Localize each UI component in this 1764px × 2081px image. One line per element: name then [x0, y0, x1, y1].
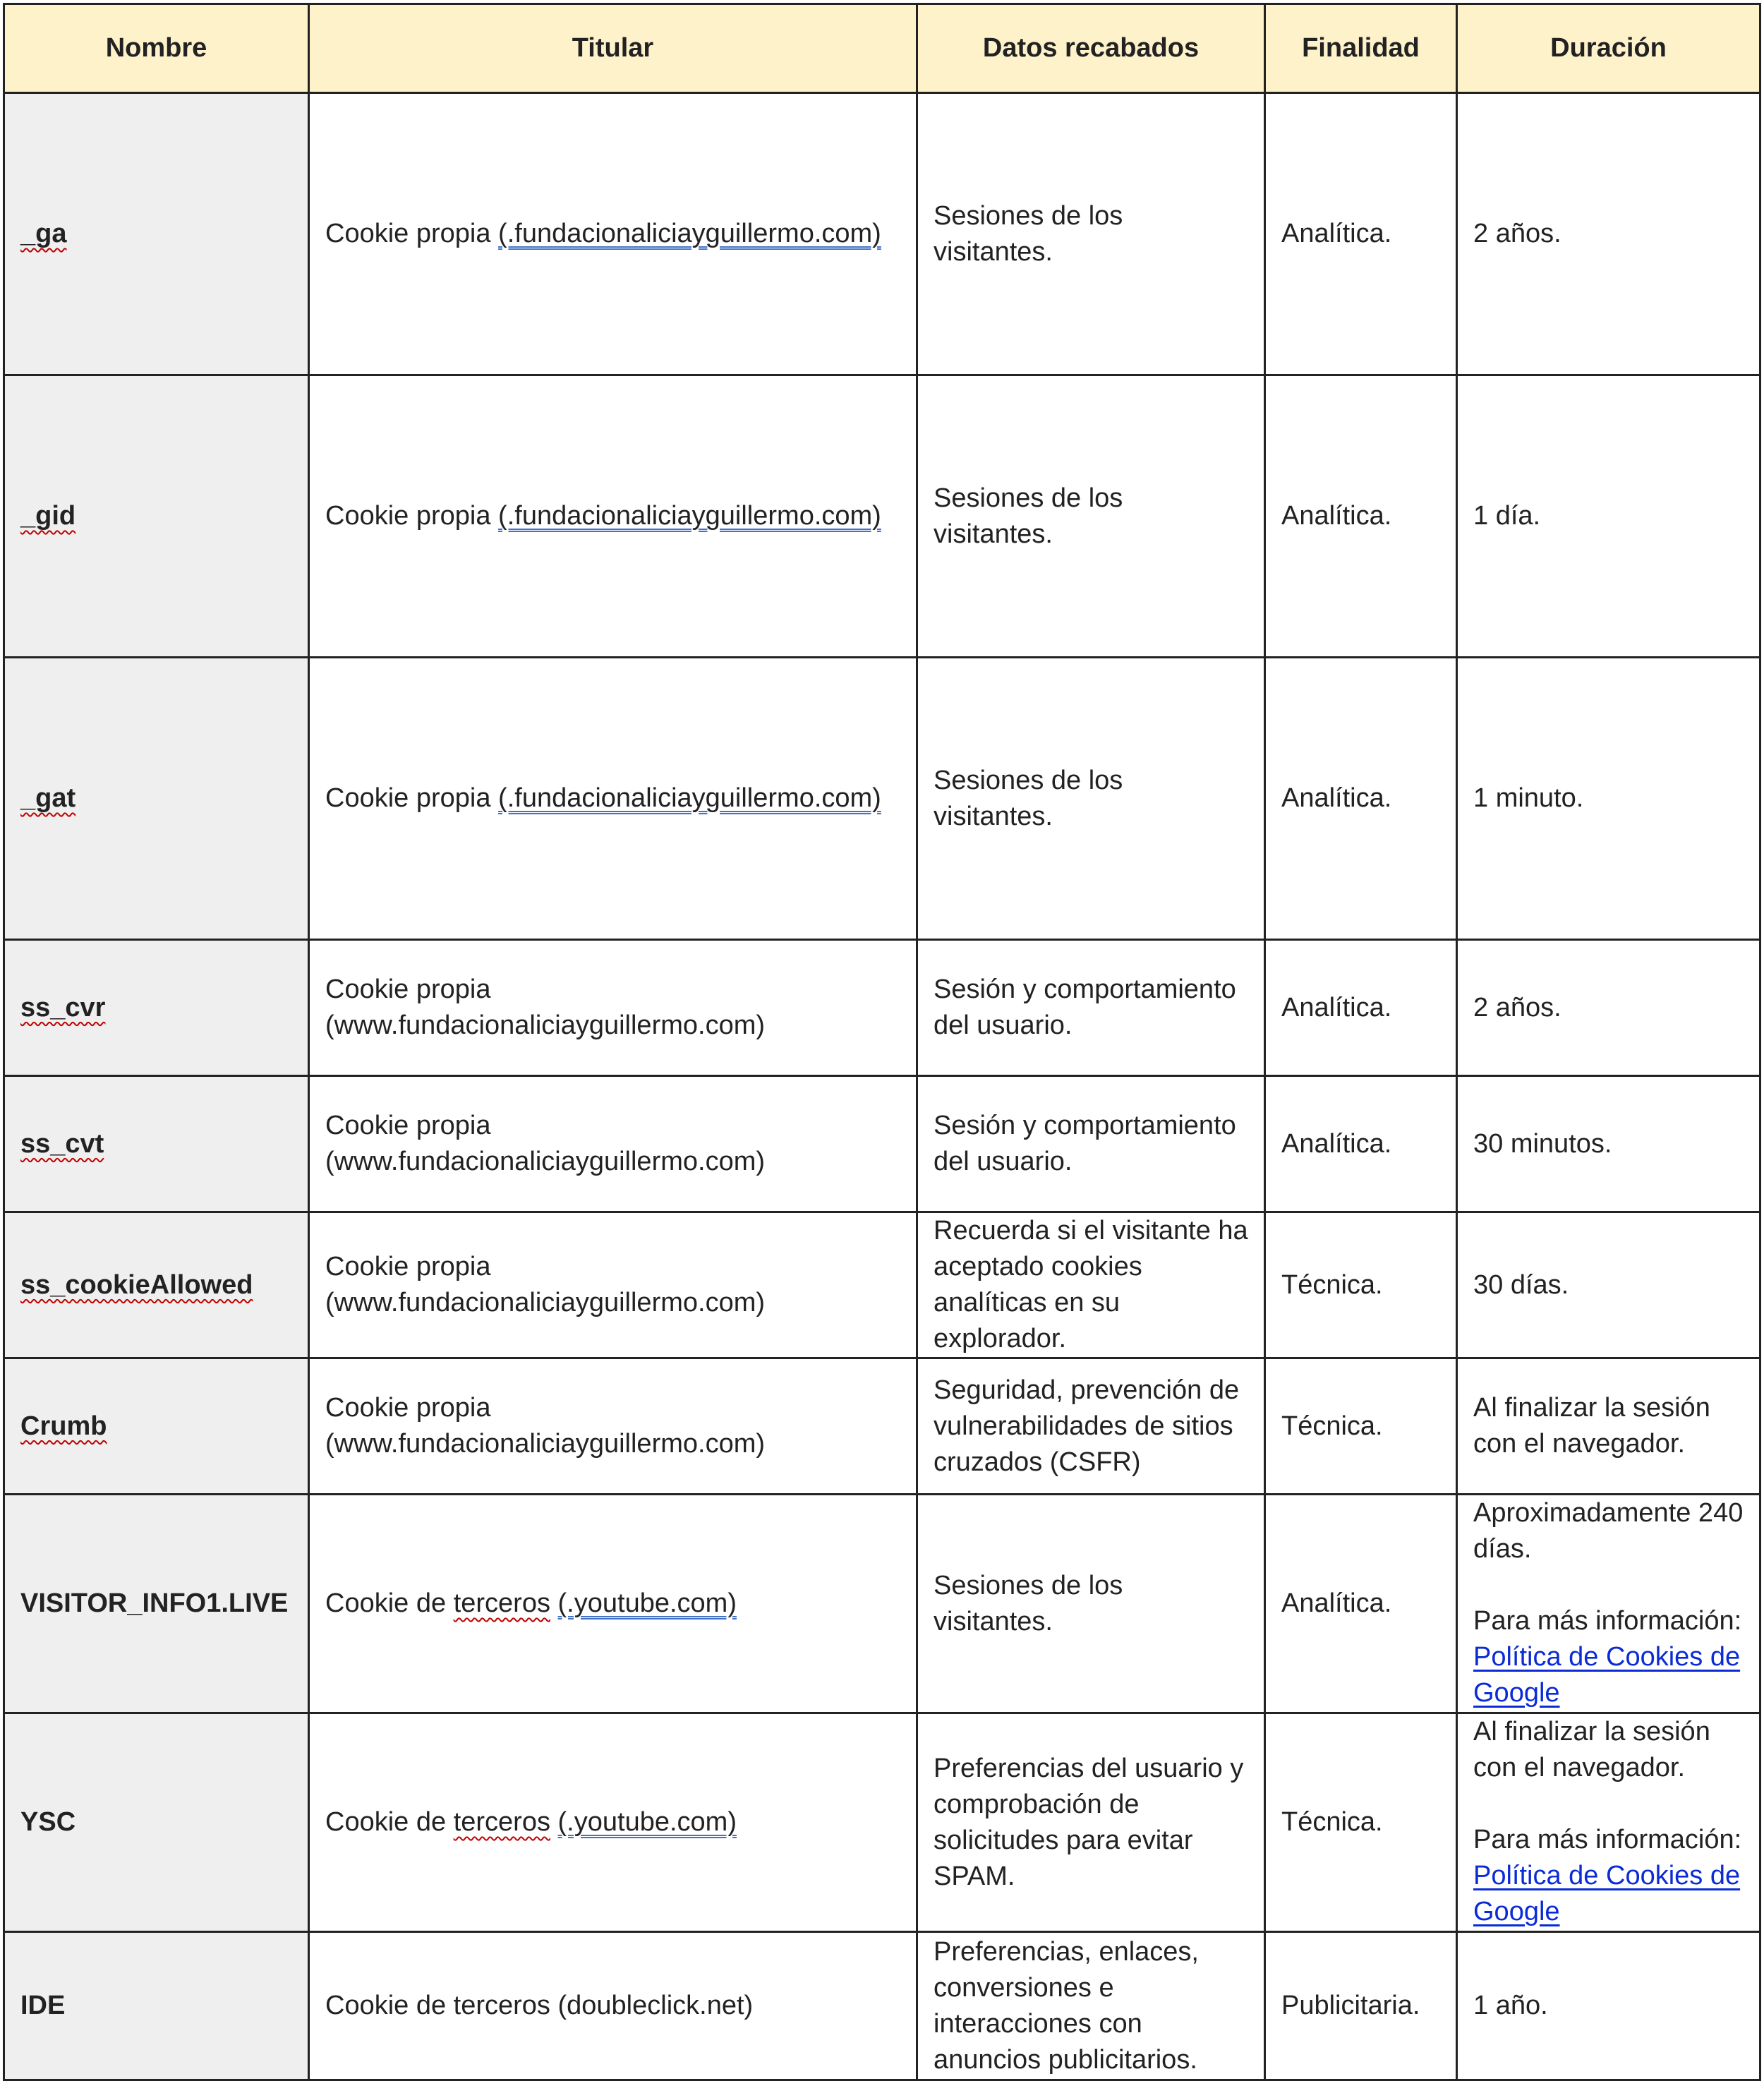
duration-cell: 2 años. [1457, 940, 1760, 1076]
data-cell: Preferencias, enlaces, conversiones e interacciones con anuncios publicitarios. [917, 1932, 1265, 2080]
table-header-row [4, 4, 1760, 93]
duration-cell: 30 minutos. [1457, 1076, 1760, 1212]
table-row [4, 375, 1760, 658]
table-row [4, 658, 1760, 940]
duration-text: Al finalizar la sesión con el navegador. [1473, 1717, 1710, 1783]
owner-text: Cookie propia [325, 1111, 491, 1140]
owner-third-party-text: terceros [453, 1807, 550, 1837]
owner-text: Cookie propia [325, 1393, 491, 1423]
owner-cell [309, 940, 917, 1076]
cookies-table [3, 3, 1761, 2081]
cookie-name: ss_cvr [20, 992, 106, 1023]
purpose-cell: Analítica. [1265, 375, 1457, 658]
purpose-cell: Técnica. [1265, 1713, 1457, 1932]
owner-domain: (www.fundacionaliciayguillermo.com) [325, 1429, 766, 1459]
table-row [4, 1076, 1760, 1212]
owner-domain-link[interactable]: (.youtube.com) [557, 1807, 737, 1837]
owner-cell [309, 1495, 917, 1713]
data-cell: Recuerda si el visitante ha aceptado cookies analíticas en su explorador. [917, 1212, 1265, 1358]
cookie-name-cell [4, 658, 309, 940]
owner-text: Cookie propia [325, 219, 491, 248]
owner-text: Cookie propia [325, 1252, 491, 1281]
data-cell: Sesiones de los visitantes. [917, 658, 1265, 940]
owner-domain-link[interactable]: (.fundacionaliciayguillermo.com) [498, 219, 881, 248]
purpose-cell: Técnica. [1265, 1358, 1457, 1495]
owner-text: Cookie propia [325, 975, 491, 1004]
cookie-name-cell: YSC [4, 1713, 309, 1932]
owner-text: Cookie de [325, 1807, 447, 1837]
owner-domain-link[interactable]: (.fundacionaliciayguillermo.com) [498, 783, 881, 813]
table-row [4, 940, 1760, 1076]
owner-third-party-text: terceros [453, 1588, 550, 1618]
cookie-name: _gid [20, 501, 76, 531]
owner-cell [309, 1076, 917, 1212]
more-info-label: Para más información: [1473, 1606, 1742, 1636]
duration-cell: 1 año. [1457, 1932, 1760, 2080]
table-row [4, 93, 1760, 375]
owner-cell [309, 93, 917, 375]
owner-domain: (www.fundacionaliciayguillermo.com) [325, 1011, 766, 1040]
cookie-name: Crumb [20, 1411, 107, 1441]
owner-domain: (www.fundacionaliciayguillermo.com) [325, 1147, 766, 1176]
owner-text: Cookie propia [325, 501, 491, 531]
owner-cell [309, 658, 917, 940]
purpose-cell: Analítica. [1265, 93, 1457, 375]
header-duracion: Duración [1457, 4, 1760, 93]
owner-cell [309, 1212, 917, 1358]
duration-cell: 30 días. [1457, 1212, 1760, 1358]
cookie-name-cell [4, 1358, 309, 1495]
cookie-name-cell [4, 1076, 309, 1212]
table-row [4, 1713, 1760, 1932]
duration-cell: 1 día. [1457, 375, 1760, 658]
owner-cell [309, 1713, 917, 1932]
duration-text: Aproximadamente 240 días. [1473, 1498, 1744, 1564]
more-info-label: Para más información: [1473, 1825, 1742, 1854]
purpose-cell: Analítica. [1265, 1076, 1457, 1212]
duration-cell: 1 minuto. [1457, 658, 1760, 940]
cookie-name: _gat [20, 783, 76, 813]
cookie-name: ss_cvt [20, 1128, 104, 1159]
purpose-cell: Analítica. [1265, 1495, 1457, 1713]
header-titular: Titular [309, 4, 917, 93]
purpose-cell: Técnica. [1265, 1212, 1457, 1358]
duration-cell: 2 años. [1457, 93, 1760, 375]
owner-cell [309, 375, 917, 658]
header-datos-recabados: Datos recabados [917, 4, 1265, 93]
purpose-cell: Analítica. [1265, 940, 1457, 1076]
cookie-name-cell: VISITOR_INFO1.LIVE [4, 1495, 309, 1713]
duration-cell [1457, 1713, 1760, 1932]
cookie-name-cell [4, 1212, 309, 1358]
data-cell: Sesiones de los visitantes. [917, 93, 1265, 375]
google-cookie-policy-link[interactable]: Política de Cookies de Google [1473, 1861, 1741, 1926]
table-row [4, 1932, 1760, 2080]
owner-domain: (www.fundacionaliciayguillermo.com) [325, 1288, 766, 1317]
cookie-name-cell [4, 93, 309, 375]
data-cell: Seguridad, prevención de vulnerabilidades de sitios cruzados (CSFR) [917, 1358, 1265, 1495]
cookie-name: ss_cookieAllowed [20, 1269, 253, 1300]
cookie-name-cell [4, 375, 309, 658]
owner-domain-link[interactable]: (.youtube.com) [557, 1588, 737, 1618]
table-row [4, 1212, 1760, 1358]
data-cell: Preferencias del usuario y comprobación de solicitudes para evitar SPAM. [917, 1713, 1265, 1932]
table-row [4, 1358, 1760, 1495]
header-finalidad: Finalidad [1265, 4, 1457, 93]
data-cell: Sesión y comportamiento del usuario. [917, 940, 1265, 1076]
duration-cell [1457, 1495, 1760, 1713]
data-cell: Sesiones de los visitantes. [917, 375, 1265, 658]
owner-cell [309, 1358, 917, 1495]
cookie-name: _ga [20, 219, 67, 248]
owner-text: Cookie propia [325, 783, 491, 813]
owner-cell: Cookie de terceros (doubleclick.net) [309, 1932, 917, 2080]
purpose-cell: Publicitaria. [1265, 1932, 1457, 2080]
owner-domain-link[interactable]: (.fundacionaliciayguillermo.com) [498, 501, 881, 531]
table-row [4, 1495, 1760, 1713]
duration-cell: Al finalizar la sesión con el navegador. [1457, 1358, 1760, 1495]
google-cookie-policy-link[interactable]: Política de Cookies de Google [1473, 1642, 1741, 1708]
owner-text: Cookie de [325, 1588, 447, 1618]
data-cell: Sesión y comportamiento del usuario. [917, 1076, 1265, 1212]
cookie-name-cell [4, 940, 309, 1076]
cookie-name-cell: IDE [4, 1932, 309, 2080]
data-cell: Sesiones de los visitantes. [917, 1495, 1265, 1713]
purpose-cell: Analítica. [1265, 658, 1457, 940]
header-nombre: Nombre [4, 4, 309, 93]
